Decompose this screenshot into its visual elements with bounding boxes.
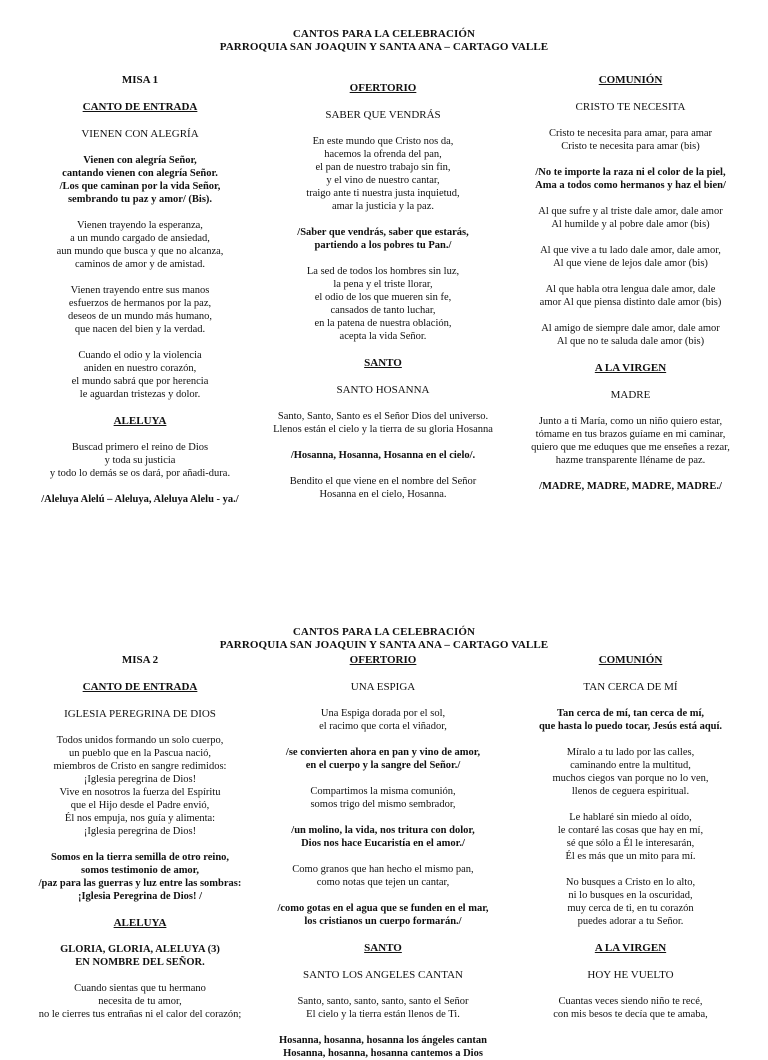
- chorus: [508, 166, 753, 192]
- lyric-line: Al que vive a tu lado dale amor, dale amor,: [540, 245, 721, 256]
- document-header: [0, 28, 768, 54]
- lyric-line: Buscad primero el reino de Dios: [71, 442, 209, 453]
- lyric-line: Santo, Santo, Santo es el Señor Dios del universo.: [277, 411, 489, 422]
- lyric-line: no le cierres tus entrañas ni el calor del corazón;: [38, 1009, 242, 1020]
- lyric-line: Al que habla otra lengua dale amor, dale: [545, 284, 716, 295]
- song-body: [258, 694, 508, 928]
- lyric-line: Cristo te necesita para amar (bis): [561, 141, 700, 152]
- lyric-line: puedes adorar a tu Señor.: [577, 916, 684, 927]
- column-middle: [258, 654, 508, 1060]
- song-body: [508, 402, 753, 493]
- song-body: [258, 397, 508, 501]
- song-body: [258, 122, 508, 343]
- stanza: [508, 995, 753, 1021]
- section-heading-entrada: CANTO DE ENTRADA: [82, 101, 198, 113]
- lyric-line: Hosanna, hosanna, hosanna cantemos a Dios: [283, 1048, 483, 1059]
- song-body: [508, 694, 753, 928]
- lyric-line: ¡Iglesia Peregrina de Dios! /: [77, 891, 203, 902]
- song-body: [508, 982, 753, 1021]
- lyric-line: /Hosanna, Hosanna, Hosanna en el cielo/.: [290, 450, 476, 461]
- lyric-line: Todos unidos formando un solo cuerpo,: [56, 735, 224, 746]
- section-heading-aleluya: ALELUYA: [113, 917, 167, 929]
- song-title-ofertorio: UNA ESPIGA: [350, 681, 416, 693]
- stanza: [15, 441, 265, 480]
- section-heading-aleluya: ALELUYA: [113, 415, 167, 427]
- lyric-line: Al amigo de siempre dale amor, dale amor: [541, 323, 720, 334]
- lyric-line: hacemos la ofrenda del pan,: [324, 149, 442, 160]
- lyric-line: acepta la vida Señor.: [339, 331, 427, 342]
- lyric-line: que hasta lo puedo tocar, Jesús está aquí.: [538, 721, 723, 732]
- lyric-line: Vienen trayendo la esperanza,: [77, 220, 203, 231]
- stanza: [508, 244, 753, 270]
- chorus: [258, 226, 508, 252]
- section-heading-santo: SANTO: [364, 942, 402, 954]
- lyric-line: somos trigo del mismo sembrador,: [310, 799, 456, 810]
- lyric-line: aniden en nuestro corazón,: [83, 363, 197, 374]
- song-title-virgen: MADRE: [610, 389, 651, 401]
- section-heading-ofertorio: OFERTORIO: [349, 82, 417, 94]
- chorus: [258, 824, 508, 850]
- lyric-line: Al que no te saluda dale amor (bis): [556, 336, 705, 347]
- stanza: [258, 863, 508, 889]
- song-title-comunion: TAN CERCA DE MÍ: [583, 681, 678, 693]
- lyric-line: y todo lo demás se os dará, por añadi-dura.: [49, 468, 231, 479]
- misa-label: MISA 1: [121, 74, 159, 86]
- lyric-line: en el cuerpo y la sangre del Señor./: [305, 760, 461, 771]
- column-middle: [258, 82, 508, 501]
- header-parish: PARROQUIA SAN JOAQUIN Y SANTA ANA – CARTAGO VALLE: [219, 639, 549, 651]
- lyric-line: aun mundo que busca y que no alcanza,: [56, 246, 224, 257]
- lyric-line: miembros de Cristo en sangre redimidos:: [53, 761, 227, 772]
- lyric-line: partiendo a los pobres tu Pan./: [314, 240, 452, 251]
- section-heading-virgen: A LA VIRGEN: [594, 942, 667, 954]
- chorus: [508, 707, 753, 733]
- stanza: [15, 982, 265, 1021]
- lyric-line: EN NOMBRE DEL SEÑOR.: [75, 957, 205, 968]
- section-heading-santo: SANTO: [364, 357, 402, 369]
- lyric-line: y el vino de nuestro cantar,: [326, 175, 440, 186]
- lyric-line: ¡Iglesia peregrina de Dios!: [83, 774, 197, 785]
- lyric-line: hazme transparente lléname de paz.: [555, 455, 706, 466]
- stanza: [15, 734, 265, 838]
- song-title-virgen: HOY HE VUELTO: [587, 969, 674, 981]
- column-left: [15, 74, 265, 506]
- lyric-line: y toda su justicia: [104, 455, 176, 466]
- lyric-line: Míralo a tu lado por las calles,: [566, 747, 695, 758]
- song-body: [15, 930, 265, 1021]
- lyric-line: Él nos empuja, nos guía y alimenta:: [64, 813, 216, 824]
- lyric-line: quiero que me eduques que me enseñes a rezar,: [531, 442, 730, 453]
- lyric-line: /se convierten ahora en pan y vino de amor,: [285, 747, 481, 758]
- lyric-line: Cuando sientas que tu hermano: [74, 983, 206, 994]
- lyric-line: sembrando tu paz y amor/ (Bis).: [67, 194, 213, 205]
- stanza: [15, 284, 265, 336]
- lyric-line: /Los que caminan por la vida Señor,: [59, 181, 221, 192]
- lyric-line: cantando vienen con alegría Señor.: [62, 168, 218, 179]
- lyric-line: Hosanna, hosanna, hosanna los ángeles cantan: [278, 1035, 488, 1046]
- chorus: [15, 943, 265, 969]
- lyric-line: Hosanna en el cielo, Hosanna.: [319, 489, 447, 500]
- header-parish: PARROQUIA SAN JOAQUIN Y SANTA ANA – CARTAGO VALLE: [219, 41, 549, 53]
- lyric-line: El cielo y la tierra están llenos de Ti.: [306, 1009, 460, 1020]
- misa-label: MISA 2: [121, 654, 159, 666]
- lyric-line: muy cerca de ti, en tu corazón: [567, 903, 694, 914]
- lyric-line: somos testimonio de amor,: [80, 865, 200, 876]
- lyric-line: en la patena de nuestra oblación,: [314, 318, 452, 329]
- chorus: [258, 449, 508, 462]
- lyric-line: sé que sólo a Él le interesarán,: [566, 838, 695, 849]
- lyric-line: traigo ante ti nuestra justa inquietud,: [306, 188, 460, 199]
- section-heading-virgen: A LA VIRGEN: [594, 362, 667, 374]
- song-body: [15, 141, 265, 401]
- lyric-line: que nacen del bien y la verdad.: [74, 324, 206, 335]
- lyric-line: un pueblo que en la Pascua nació,: [69, 748, 211, 759]
- chorus: [15, 493, 265, 506]
- stanza: [508, 415, 753, 467]
- lyric-line: los cristianos un cuerpo formarán./: [304, 916, 462, 927]
- lyric-line: como notas que tejen un cantar,: [316, 877, 450, 888]
- lyric-line: /un molino, la vida, nos tritura con dolor,: [291, 825, 475, 836]
- stanza: [258, 475, 508, 501]
- lyric-line: que el Hijo desde el Padre envió,: [70, 800, 210, 811]
- lyric-line: el odio de los que mueren sin fe,: [314, 292, 452, 303]
- section-heading-comunion: COMUNIÓN: [598, 654, 663, 666]
- lyric-line: /paz para las guerras y luz entre las sombras:: [38, 878, 242, 889]
- sheet-misa-1: [0, 28, 768, 505]
- lyric-line: Una Espiga dorada por el sol,: [320, 708, 446, 719]
- stanza: [258, 265, 508, 343]
- stanza: [15, 219, 265, 271]
- lyric-line: En este mundo que Cristo nos da,: [312, 136, 454, 147]
- stanza: [258, 995, 508, 1021]
- chorus: [258, 902, 508, 928]
- lyric-line: la pena y el triste llorar,: [333, 279, 433, 290]
- lyric-line: Junto a ti María, como un niño quiero estar,: [538, 416, 723, 427]
- lyric-line: muchos ciegos van porque no lo ven,: [552, 773, 709, 784]
- lyric-line: Él es más que un mito para mí.: [565, 851, 696, 862]
- lyric-line: /como gotas en el agua que se funden en el mar,: [277, 903, 489, 914]
- stanza: [508, 322, 753, 348]
- stanza: [508, 127, 753, 153]
- section-heading-entrada: CANTO DE ENTRADA: [82, 681, 198, 693]
- lyric-line: el pan de nuestro trabajo sin fin,: [315, 162, 451, 173]
- lyric-line: con mis besos te decía que te amaba,: [553, 1009, 708, 1020]
- stanza: [258, 785, 508, 811]
- lyric-line: el racimo que corta el viñador,: [319, 721, 447, 732]
- lyric-line: Le hablaré sin miedo al oído,: [569, 812, 692, 823]
- column-right: [508, 654, 753, 1021]
- lyric-line: Dios nos hace Eucaristía en el amor./: [301, 838, 465, 849]
- lyric-line: caminos de amor y de amistad.: [74, 259, 206, 270]
- lyric-line: Al humilde y al pobre dale amor (bis): [551, 219, 710, 230]
- lyric-line: /Aleluya Alelú – Aleluya, Aleluya Alelu - ya./: [41, 494, 239, 505]
- chorus: [258, 1034, 508, 1060]
- song-title-entrada: IGLESIA PEREGRINA DE DIOS: [64, 708, 216, 720]
- column-right: [508, 74, 753, 493]
- stanza: [508, 205, 753, 231]
- chorus: [508, 480, 753, 493]
- lyric-line: No busques a Cristo en lo alto,: [565, 877, 696, 888]
- lyric-line: amar la justicia y la paz.: [331, 201, 435, 212]
- lyric-line: caminando entre la multitud,: [570, 760, 691, 771]
- lyric-line: Llenos están el cielo y la tierra de su gloria Hosanna: [273, 424, 493, 435]
- lyric-line: Tan cerca de mí, tan cerca de mí,: [556, 708, 705, 719]
- song-body: [15, 721, 265, 903]
- lyric-line: le contaré las cosas que hay en mí,: [557, 825, 704, 836]
- chorus: [258, 746, 508, 772]
- lyric-line: Al que sufre y al triste dale amor, dale amor: [538, 206, 723, 217]
- lyric-line: Cuantas veces siendo niño te recé,: [558, 996, 703, 1007]
- lyric-line: /Saber que vendrás, saber que estarás,: [297, 227, 469, 238]
- song-body: [258, 982, 508, 1060]
- lyric-line: Compartimos la misma comunión,: [310, 786, 456, 797]
- stanza: [508, 876, 753, 928]
- lyric-line: esfuerzos de hermanos por la paz,: [68, 298, 212, 309]
- lyric-line: La sed de todos los hombres sin luz,: [306, 266, 460, 277]
- lyric-line: Vienen trayendo entre sus manos: [70, 285, 210, 296]
- stanza: [508, 283, 753, 309]
- stanza: [258, 410, 508, 436]
- document-header: [0, 626, 768, 652]
- section-heading-comunion: COMUNIÓN: [598, 74, 663, 86]
- lyric-line: /MADRE, MADRE, MADRE, MADRE./: [539, 481, 722, 492]
- lyric-line: amor Al que piensa distinto dale amor (bis): [539, 297, 722, 308]
- lyric-line: /No te importe la raza ni el color de la piel,: [535, 167, 726, 178]
- lyric-line: le aguardan tristezas y dolor.: [79, 389, 201, 400]
- song-title-santo: SANTO LOS ANGELES CANTAN: [303, 969, 463, 981]
- lyric-line: ¡Iglesia peregrina de Dios!: [83, 826, 197, 837]
- song-title-comunion: CRISTO TE NECESITA: [575, 101, 686, 113]
- lyric-line: Bendito el que viene en el nombre del Señor: [289, 476, 477, 487]
- chorus: [15, 154, 265, 206]
- stanza: [508, 746, 753, 798]
- chorus: [15, 851, 265, 903]
- lyric-line: Al que viene de lejos dale amor (bis): [553, 258, 708, 269]
- song-body: [15, 428, 265, 506]
- header-title: CANTOS PARA LA CELEBRACIÓN: [292, 626, 476, 638]
- lyric-line: Vive en nosotros la fuerza del Espíritu: [59, 787, 221, 798]
- lyric-line: necesita de tu amor,: [98, 996, 182, 1007]
- lyric-line: el mundo sabrá que por herencia: [71, 376, 209, 387]
- stanza: [508, 811, 753, 863]
- song-title-ofertorio: SABER QUE VENDRÁS: [325, 109, 441, 121]
- lyric-line: Cristo te necesita para amar, para amar: [548, 128, 713, 139]
- lyric-line: deseos de un mundo más humano,: [67, 311, 213, 322]
- lyric-line: tómame en tus brazos guíame en mi caminar,: [535, 429, 726, 440]
- lyric-line: Somos en la tierra semilla de otro reino,: [50, 852, 230, 863]
- lyric-line: Como granos que han hecho el mismo pan,: [292, 864, 474, 875]
- lyric-line: Vienen con alegría Señor,: [83, 155, 197, 166]
- lyric-line: Santo, santo, santo, santo, santo el Señor: [297, 996, 469, 1007]
- stanza: [258, 707, 508, 733]
- header-title: CANTOS PARA LA CELEBRACIÓN: [292, 28, 476, 40]
- stanza: [258, 135, 508, 213]
- sheet-misa-2: [0, 626, 768, 1059]
- lyric-line: a un mundo cargado de ansiedad,: [70, 233, 210, 244]
- stanza: [15, 349, 265, 401]
- song-body: [508, 114, 753, 348]
- song-title-entrada: VIENEN CON ALEGRÍA: [81, 128, 199, 140]
- song-title-santo: SANTO HOSANNA: [336, 384, 430, 396]
- section-heading-ofertorio: OFERTORIO: [349, 654, 417, 666]
- lyric-line: Cuando el odio y la violencia: [78, 350, 202, 361]
- lyric-line: llenos de ceguera espiritual.: [571, 786, 690, 797]
- lyric-line: cansados de tanto luchar,: [330, 305, 436, 316]
- lyric-line: ni lo busques en la oscuridad,: [568, 890, 693, 901]
- lyric-line: GLORIA, GLORIA, ALELUYA (3): [60, 944, 220, 955]
- lyric-line: Ama a todos como hermanos y haz el bien/: [535, 180, 726, 191]
- column-left: [15, 654, 265, 1021]
